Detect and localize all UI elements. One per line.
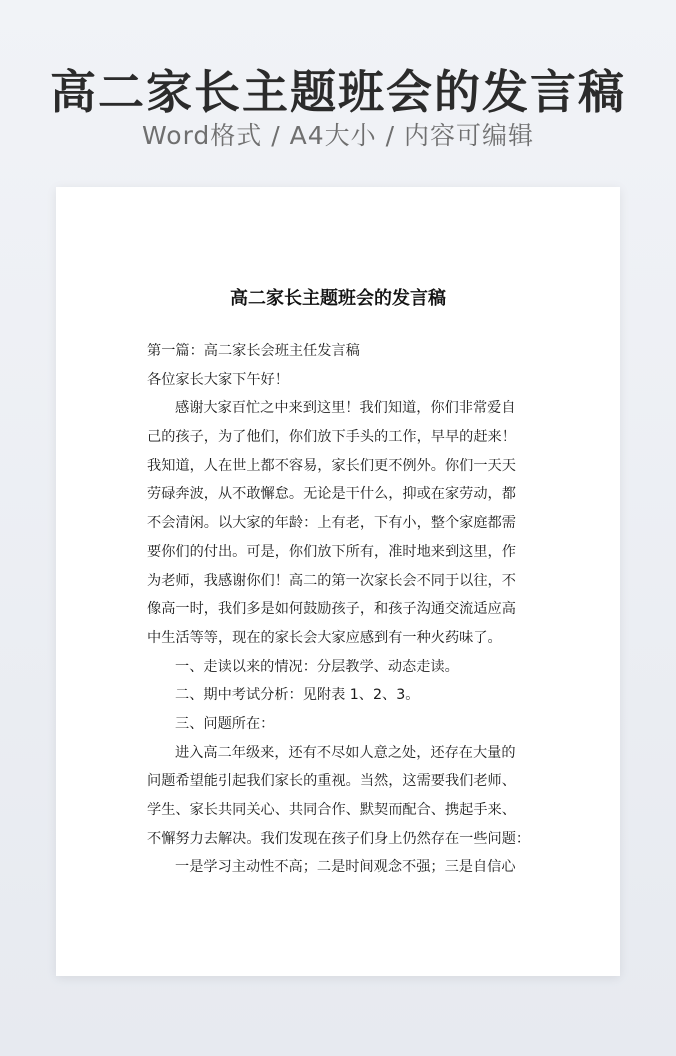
doc-line: 第一篇：高二家长会班主任发言稿 [147,343,360,359]
doc-line: 感谢大家百忙之中来到这里！我们知道，你们非常爱自 [175,400,516,417]
doc-line: 二、期中考试分析：见附表 1、2、3。 [175,687,420,704]
document-body [147,337,532,882]
doc-line: 一是学习主动性不高；二是时间观念不强；三是自信心 [175,859,516,876]
doc-line: 学生、家长共同关心、共同合作、默契而配合、携起手来、 [147,802,516,818]
document-title: 高二家长主题班会的发言稿 [230,288,446,309]
doc-line: 为老师，我感谢你们！高二的第一次家长会不同于以往，不 [147,572,516,589]
doc-line: 中生活等等，现在的家长会大家应感到有一种火药味了。 [147,629,502,646]
doc-line: 我知道，人在世上都不容易，家长们更不例外。你们一天天 [147,457,516,474]
doc-line: 进入高二年级来，还有不尽如人意之处，还存在大量的 [175,744,516,761]
doc-line: 要你们的付出。可是，你们放下所有，准时地来到这里，作 [147,543,516,560]
doc-line: 一、走读以来的情况：分层教学、动态走读。 [175,658,459,675]
doc-line: 不会清闲。以大家的年龄：上有老，下有小，整个家庭都需 [147,515,516,532]
doc-line: 己的孩子，为了他们，你们放下手头的工作，早早的赶来！ [147,429,516,446]
banner-subtitle: Word格式 / A4大小 / 内容可编辑 [142,121,534,150]
banner-title: 高二家长主题班会的发言稿 [50,65,626,119]
doc-line: 像高一时，我们多是如何鼓励孩子，和孩子沟通交流适应高 [147,601,516,618]
doc-line: 问题希望能引起我们家长的重视。当然，这需要我们老师、 [147,773,516,790]
document-page [56,187,620,976]
doc-line: 不懈努力去解决。我们发现在孩子们身上仍然存在一些问题： [147,830,531,847]
doc-line: 各位家长大家下午好！ [147,371,289,388]
doc-line: 三、问题所在： [175,715,275,732]
doc-line: 劳碌奔波，从不敢懈怠。无论是干什么，抑或在家劳动，都 [147,486,516,503]
